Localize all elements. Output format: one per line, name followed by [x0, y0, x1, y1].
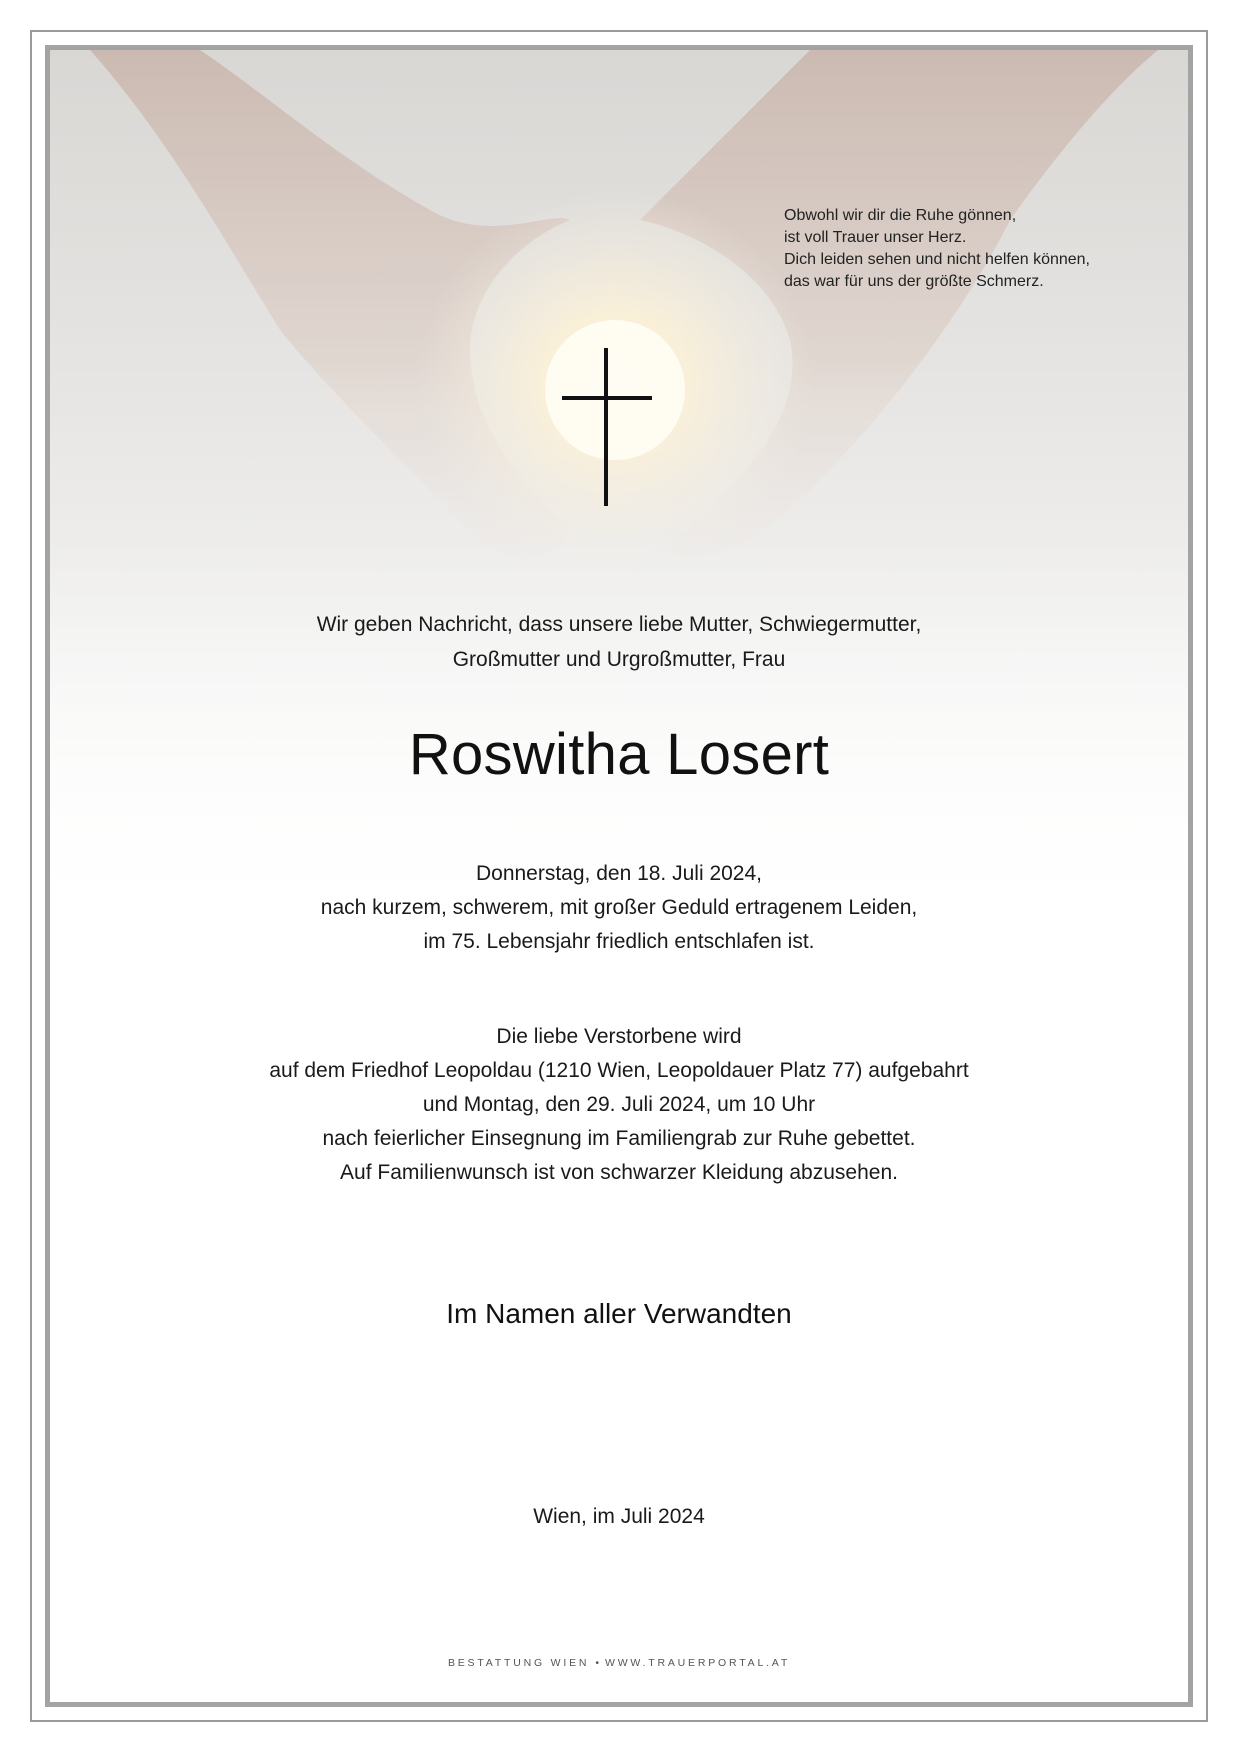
intro-text: [50, 607, 1188, 677]
poem: [784, 205, 1144, 293]
footer: [50, 1655, 1188, 1671]
place-date: Wien, im Juli 2024: [533, 1505, 705, 1528]
poem-line: ist voll Trauer unser Herz.: [784, 229, 967, 246]
cross-vertical-bar: [604, 348, 608, 506]
death-line: im 75. Lebensjahr friedlich entschlafen ist.: [423, 930, 815, 953]
cross-horizontal-bar: [562, 396, 652, 400]
death-details: [50, 857, 1188, 959]
signoff: Im Namen aller Verwandten: [446, 1298, 792, 1329]
funeral-line: Die liebe Verstorbene wird: [496, 1025, 742, 1048]
funeral-details: [50, 1020, 1188, 1190]
funeral-line: auf dem Friedhof Leopoldau (1210 Wien, Leopoldauer Platz 77) aufgebahrt: [269, 1059, 969, 1082]
funeral-line: Auf Familienwunsch ist von schwarzer Kleidung abzusehen.: [340, 1161, 898, 1184]
intro-line: Wir geben Nachricht, dass unsere liebe Mutter, Schwiegermutter,: [316, 613, 922, 636]
funeral-line: nach feierlicher Einsegnung im Familiengrab zur Ruhe gebettet.: [322, 1127, 916, 1150]
cross-icon: [562, 348, 652, 506]
funeral-line: und Montag, den 29. Juli 2024, um 10 Uhr: [422, 1093, 816, 1116]
obituary-card: [45, 45, 1193, 1707]
poem-line: das war für uns der größte Schmerz.: [784, 273, 1044, 290]
footer-website-link[interactable]: WWW.TRAUERPORTAL.AT: [605, 1657, 791, 1669]
footer-separator: •: [595, 1657, 599, 1669]
intro-line: Großmutter und Urgroßmutter, Frau: [452, 648, 786, 671]
poem-line: Obwohl wir dir die Ruhe gönnen,: [784, 207, 1017, 224]
footer-company: BESTATTUNG WIEN: [447, 1657, 590, 1669]
death-line: nach kurzem, schwerem, mit großer Geduld ertragenem Leiden,: [320, 896, 918, 919]
death-line: Donnerstag, den 18. Juli 2024,: [475, 862, 763, 885]
deceased-name: Roswitha Losert: [408, 722, 830, 787]
poem-line: Dich leiden sehen und nicht helfen können,: [784, 251, 1090, 268]
